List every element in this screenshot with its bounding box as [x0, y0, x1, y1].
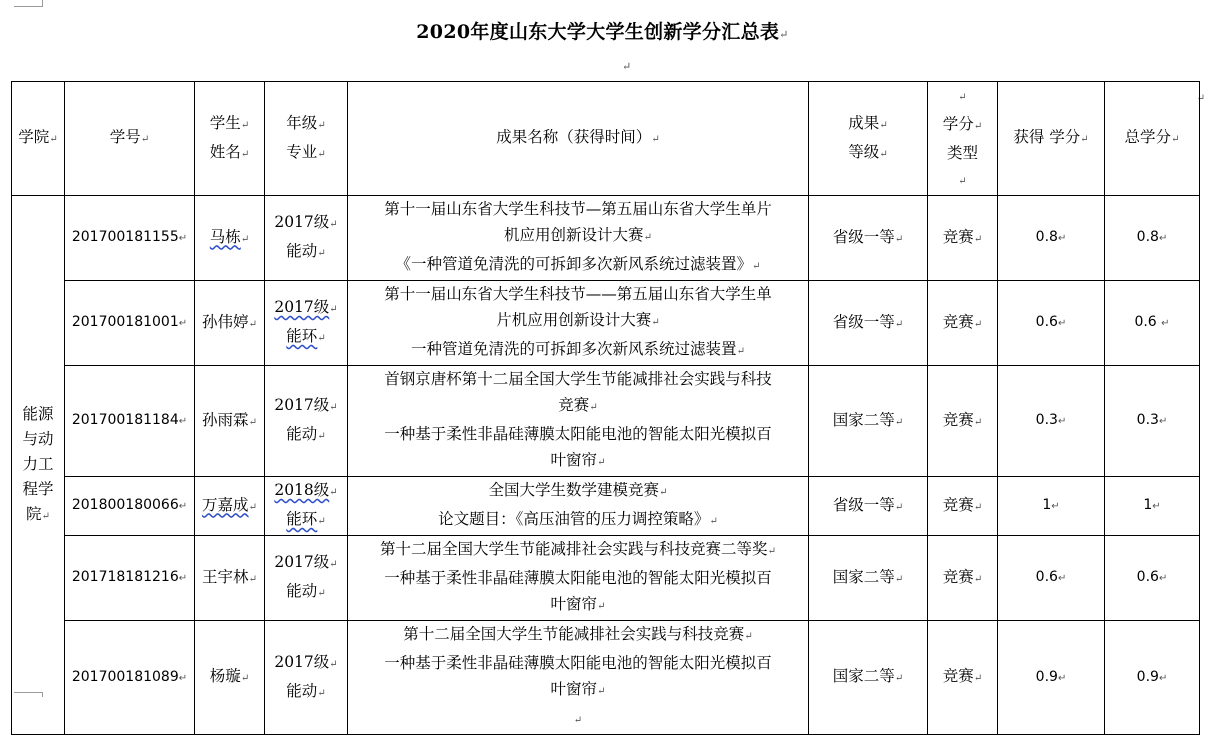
level-cell: 省级一等↵ — [809, 281, 928, 366]
credit-cell: 0.8↵ — [998, 196, 1105, 281]
level-cell: 国家二等↵ — [809, 536, 928, 621]
student-name-cell: 马栋↵ — [195, 196, 265, 281]
page-corner-mark-top — [14, 0, 43, 7]
credit-cell: 0.6↵ — [998, 536, 1105, 621]
level-cell: 省级一等↵ — [809, 196, 928, 281]
grade-major-cell: 2018级↵ 能环↵ — [265, 477, 348, 536]
header-achievement: 成果名称（获得时间）↵ — [348, 82, 809, 196]
credit-cell: 0.6↵ — [998, 281, 1105, 366]
student-name-cell: 孙伟婷↵ — [195, 281, 265, 366]
header-name: 学生↵ 姓名↵ — [195, 82, 265, 196]
level-cell: 省级一等↵ — [809, 477, 928, 536]
table-row — [12, 536, 1200, 621]
grade-major-cell: 2017级↵ 能动↵ — [265, 536, 348, 621]
type-cell: 竞赛↵ — [928, 536, 998, 621]
achievement-cell: 第十一届山东省大学生科技节—第五届山东省大学生单片 机应用创新设计大赛↵ 《一种管道免清洗的可拆卸多次新风系统过滤装置》↵ — [348, 196, 809, 281]
student-id-cell: 201700181155↵ — [65, 196, 195, 281]
achievement-cell: 第十二届全国大学生节能减排社会实践与科技竞赛↵ 一种基于柔性非晶硅薄膜太阳能电池的智能太阳光模拟百 叶窗帘↵ ↵ — [348, 621, 809, 735]
grade-major-cell: 2017级↵ 能动↵ — [265, 621, 348, 735]
document-title — [0, 17, 1205, 44]
student-id-cell: 201700181001↵ — [65, 281, 195, 366]
achievement-cell: 首钢京唐杯第十二届全国大学生节能减排社会实践与科技 竞赛↵ 一种基于柔性非晶硅薄膜太阳能电池的智能太阳光模拟百 叶窗帘↵ — [348, 366, 809, 477]
student-id-cell: 201718181216↵ — [65, 536, 195, 621]
credit-cell: 0.9↵ — [998, 621, 1105, 735]
header-student-id: 学号↵ — [65, 82, 195, 196]
student-id-cell: 201800180066↵ — [65, 477, 195, 536]
credit-cell: 0.3↵ — [998, 366, 1105, 477]
header-college: 学院↵ — [12, 82, 65, 196]
college-cell: 能源与动力工程学院↵ — [12, 196, 65, 735]
type-cell: 竞赛↵ — [928, 366, 998, 477]
grade-major-cell: 2017级↵ 能动↵ — [265, 366, 348, 477]
total-cell: 0.6↵ — [1105, 536, 1200, 621]
table-row — [12, 621, 1200, 735]
type-cell: 竞赛↵ — [928, 281, 998, 366]
total-cell: 0.9↵ — [1105, 621, 1200, 735]
table-row — [12, 196, 1200, 281]
student-name-cell: 万嘉成↵ — [195, 477, 265, 536]
grade-major-cell: 2017级↵ 能动↵ — [265, 196, 348, 281]
total-cell: 0.3↵ — [1105, 366, 1200, 477]
paragraph-mark-icon: ↵ — [622, 60, 632, 73]
achievement-cell: 第十一届山东省大学生科技节——第五届山东省大学生单 片机应用创新设计大赛↵ 一种管道免清洗的可拆卸多次新风系统过滤装置↵ — [348, 281, 809, 366]
type-cell: 竞赛↵ — [928, 196, 998, 281]
student-name-cell: 杨璇↵ — [195, 621, 265, 735]
student-name-cell: 王宇林↵ — [195, 536, 265, 621]
table-row — [12, 366, 1200, 477]
student-id-cell: 201700181184↵ — [65, 366, 195, 477]
header-credit-type: ↵ 学分↵ 类型 ↵ — [928, 82, 998, 196]
header-level: 成果↵ 等级↵ — [809, 82, 928, 196]
grade-major-cell: 2017级↵ 能环↵ — [265, 281, 348, 366]
header-grade-major: 年级↵ 专业↵ — [265, 82, 348, 196]
total-cell: 0.6 ↵ — [1105, 281, 1200, 366]
table-header-row — [12, 82, 1200, 196]
paragraph-mark-icon: ↵ — [779, 28, 789, 41]
header-credit: 获得 学分↵ — [998, 82, 1105, 196]
level-cell: 国家二等↵ — [809, 366, 928, 477]
type-cell: 竞赛↵ — [928, 477, 998, 536]
achievement-cell: 第十二届全国大学生节能减排社会实践与科技竞赛二等奖↵ 一种基于柔性非晶硅薄膜太阳能电池的智能太阳光模拟百 叶窗帘↵ — [348, 536, 809, 621]
achievement-cell: 全国大学生数学建模竞赛↵ 论文题目：《高压油管的压力调控策略》↵ — [348, 477, 809, 536]
paragraph-mark-icon: ↵ — [1196, 93, 1205, 104]
credit-summary-table — [11, 81, 1200, 735]
student-name-cell: 孙雨霖↵ — [195, 366, 265, 477]
document-title-text: 2020年度山东大学大学生创新学分汇总表 — [416, 21, 780, 43]
total-cell: 0.8↵ — [1105, 196, 1200, 281]
table-row — [12, 281, 1200, 366]
type-cell: 竞赛↵ — [928, 621, 998, 735]
level-cell: 国家二等↵ — [809, 621, 928, 735]
header-total: 总学分↵ — [1105, 82, 1200, 196]
credit-cell: 1↵ — [998, 477, 1105, 536]
student-id-cell: 201700181089↵ — [65, 621, 195, 735]
table-row — [12, 477, 1200, 536]
total-cell: 1↵ — [1105, 477, 1200, 536]
